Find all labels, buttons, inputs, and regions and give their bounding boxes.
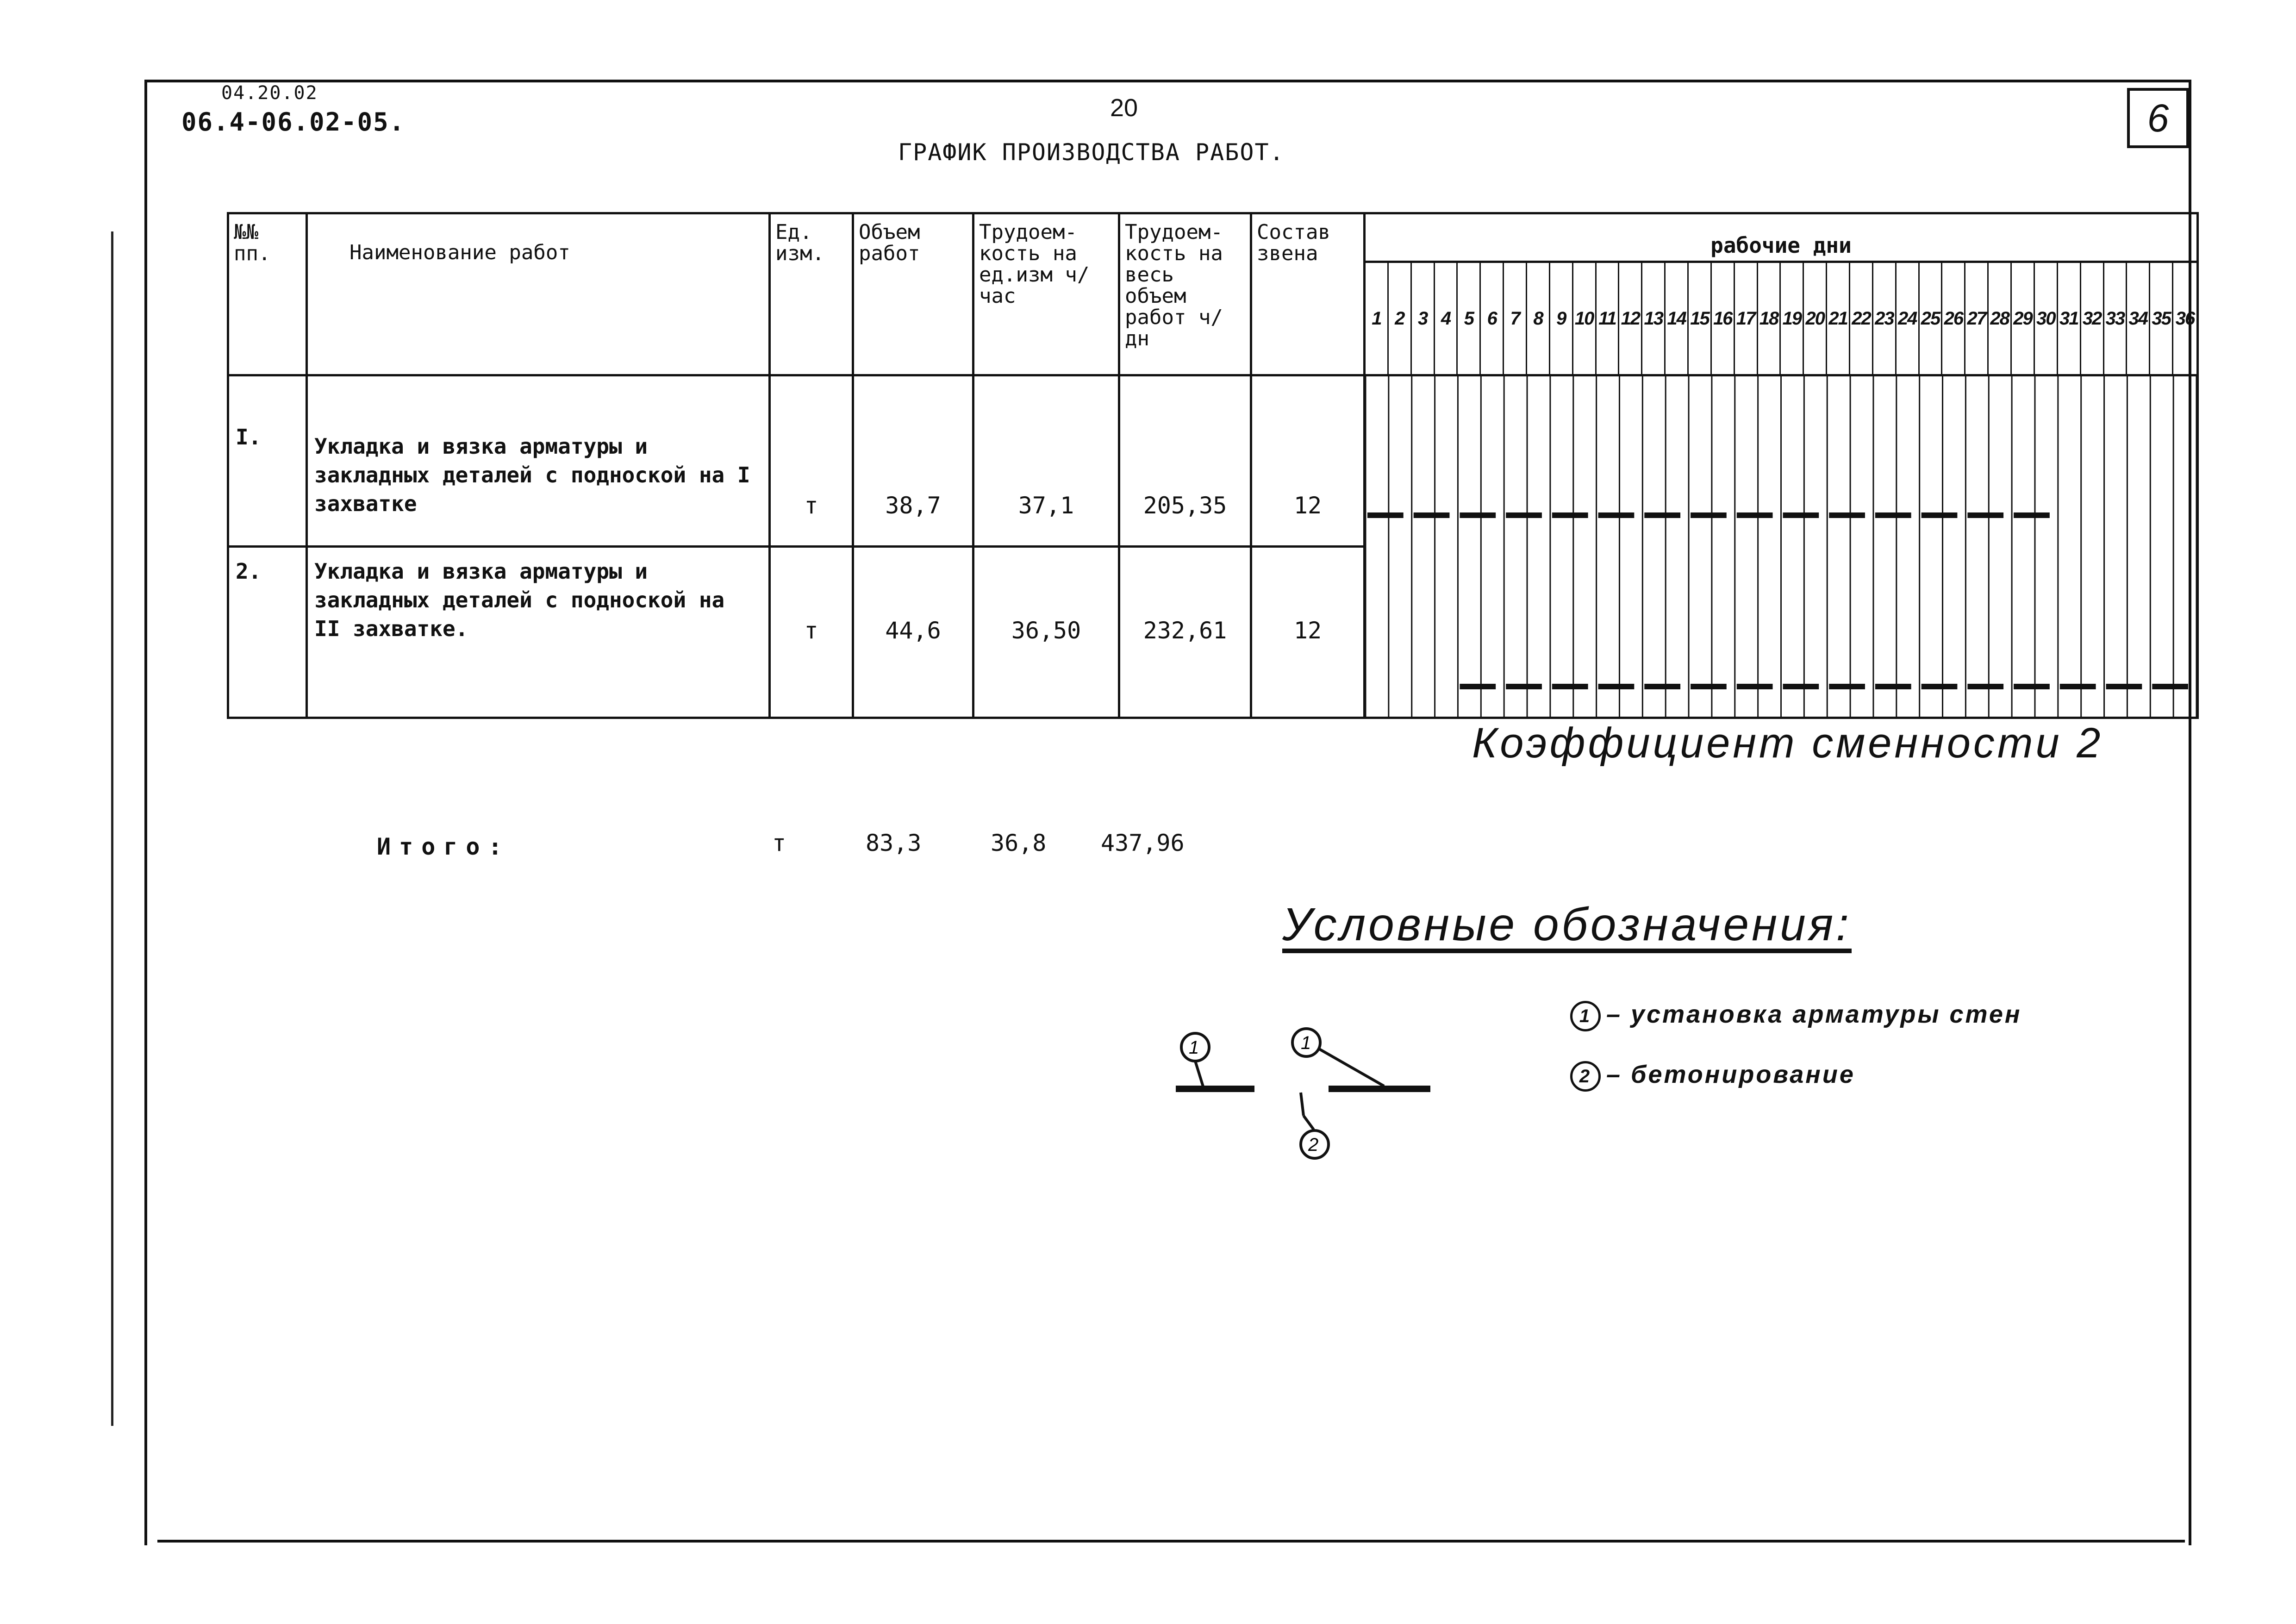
totals-label: Итого: [377,833,511,860]
symbol1-mark-a: 1 [1189,1037,1199,1058]
row2-labor-unit: 36,50 [973,547,1119,718]
legend-item-1 [1570,1000,2022,1031]
row1-labor-unit: 37,1 [973,375,1119,547]
legend-mark-1: 1 [1570,1001,1601,1031]
col-header-labor-total: Трудоем-кость на весь объем работ ч/дн [1119,213,1251,375]
day-label-2: 2 [1389,263,1412,374]
legend-title: Условные обозначения: [1282,899,1852,950]
day-label-32: 32 [2081,263,2104,374]
totals-volume: 83,3 [866,830,922,856]
col-header-num: №№ пп. [228,213,307,375]
days-title-text: рабочие дни [1710,233,1852,258]
day-label-12: 12 [1619,263,1642,374]
col-header-crew: Состав звена [1251,213,1365,375]
row1-volume: 38,7 [853,375,973,547]
legend-item-2 [1570,1060,1855,1092]
shift-coefficient: Коэффициент сменности 2 [1472,719,2103,767]
row1-num: I. [228,375,307,547]
day-label-34: 34 [2127,263,2150,374]
day-label-35: 35 [2150,263,2173,374]
col-header-unit: Ед. изм. [770,213,853,375]
day-scale [1366,263,2196,374]
day-label-28: 28 [1989,263,2012,374]
day-label-19: 19 [1781,263,1804,374]
day-label-6: 6 [1481,263,1504,374]
day-label-21: 21 [1827,263,1850,374]
day-label-33: 33 [2104,263,2128,374]
frame-bottom-line [157,1540,2185,1543]
col-header-labor-unit: Трудоем-кость на ед.изм ч/час [973,213,1119,375]
day-label-13: 13 [1642,263,1666,374]
row2-name: Укладка и вязка арматуры и закладных деталей с подноской на II захватке. [307,547,770,718]
legend-text-2: – бетонирование [1606,1061,1855,1088]
day-label-11: 11 [1597,263,1620,374]
col-header-name: Наименование работ [307,213,770,375]
row2-volume: 44,6 [853,547,973,718]
day-label-25: 25 [1920,263,1943,374]
day-label-29: 29 [2012,263,2035,374]
symbol2-mark-a: 1 [1301,1033,1311,1053]
legend-text-1: – установка арматуры стен [1606,1000,2022,1028]
row1-labor-total: 205,35 [1119,375,1251,547]
day-label-27: 27 [1965,263,1989,374]
page-number: 20 [1110,94,1138,122]
day-label-10: 10 [1573,263,1597,374]
day-label-15: 15 [1689,263,1712,374]
day-label-30: 30 [2035,263,2058,374]
row1-name: Укладка и вязка арматуры и закладных деталей с подноской на I захватке [307,375,770,547]
sheet-number: 6 [2147,96,2169,140]
day-label-23: 23 [1873,263,1897,374]
day-label-8: 8 [1527,263,1550,374]
col-header-volume: Объем работ [853,213,973,375]
day-label-1: 1 [1366,263,1389,374]
doc-code: 06.4-06.02-05. [181,107,406,137]
day-label-14: 14 [1666,263,1689,374]
symbol2-mark-b: 2 [1308,1135,1319,1155]
sheet-number-box [2127,88,2189,148]
table-header-row [228,213,2198,375]
day-label-26: 26 [1942,263,1965,374]
day-label-22: 22 [1850,263,1873,374]
day-label-20: 20 [1804,263,1827,374]
day-label-31: 31 [2058,263,2081,374]
day-label-36: 36 [2175,308,2195,329]
day-label-17: 17 [1735,263,1758,374]
col-header-days [1365,213,2198,375]
day-label-7: 7 [1504,263,1527,374]
day-label-18: 18 [1758,263,1781,374]
day-label-24: 24 [1897,263,1920,374]
work-schedule-table [227,212,2199,767]
row1-crew: 12 [1251,375,1365,547]
row2-unit: т [770,547,853,718]
table-row [228,375,2198,547]
day-label-4: 4 [1435,263,1458,374]
row1-unit: т [770,375,853,547]
row2-labor-total: 232,61 [1119,547,1251,718]
row2-num: 2. [228,547,307,718]
day-label-16: 16 [1712,263,1735,374]
legend-mark-2: 2 [1570,1061,1601,1092]
day-label-3: 3 [1412,263,1435,374]
gantt-chart [1366,376,2196,719]
doc-code-top: 04.20.02 [221,82,318,104]
day-label-5: 5 [1458,263,1481,374]
binding-margin-line [111,231,113,1426]
day-label-9: 9 [1550,263,1573,374]
totals-labor-unit: 36,8 [991,830,1047,856]
totals-unit: т [772,830,786,856]
totals-labor-total: 437,96 [1101,830,1185,856]
page-title: ГРАФИК ПРОИЗВОДСТВА РАБОТ. [898,139,1285,166]
days-title [1366,214,2196,263]
row2-crew: 12 [1251,547,1365,718]
gantt-area [1365,375,2198,767]
